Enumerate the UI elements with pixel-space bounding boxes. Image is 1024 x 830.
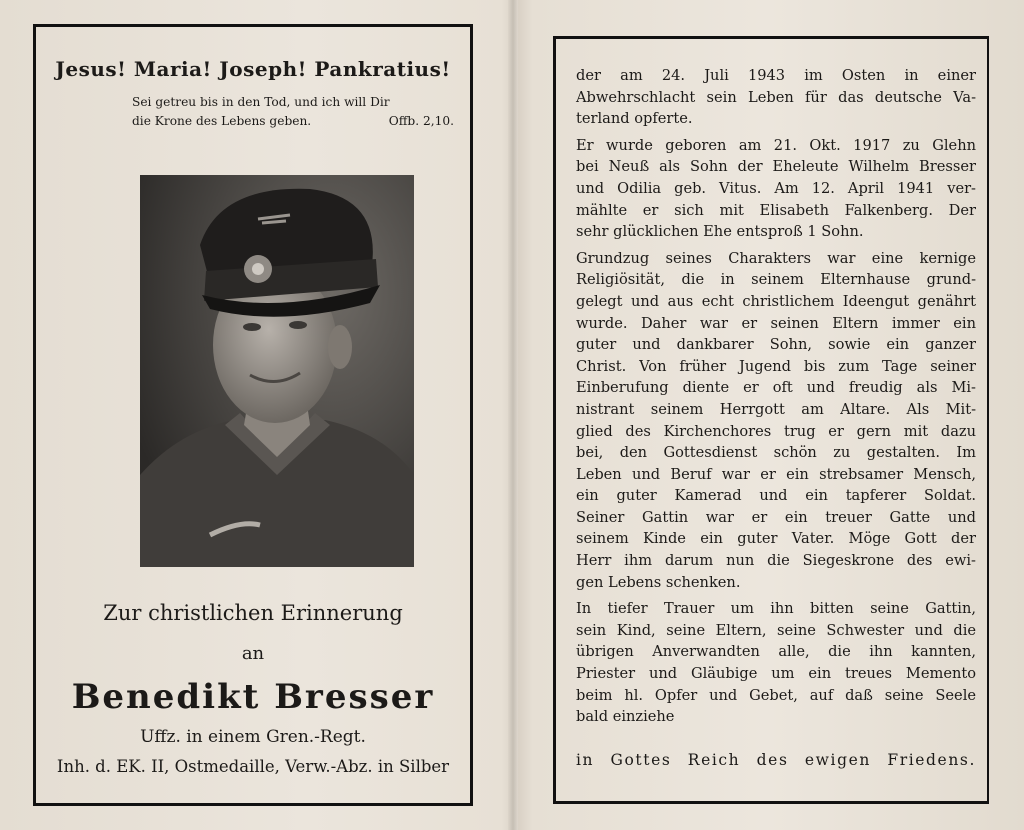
right-card-panel xyxy=(553,36,989,804)
text-line: gen Lebens schenken. xyxy=(576,573,741,591)
paragraph-character xyxy=(576,248,976,594)
text-line: Priester und Gläubige um ein treues Memento xyxy=(576,665,976,683)
biography-text xyxy=(576,65,976,733)
remembrance-heading: Zur christlichen Erinnerung xyxy=(103,601,403,625)
text-line: Seiner Gattin war er ein treuer Gatte und xyxy=(576,508,976,526)
text-line: Herr ihm darum nun die Siegeskrone des ewi- xyxy=(576,552,976,570)
military-rank: Uffz. in einem Gren.-Regt. xyxy=(140,727,366,747)
text-line: mählte er sich mit Elisabeth Falkenberg. Der xyxy=(576,201,976,219)
text-line: Leben und Beruf war er ein strebsamer Mensch, xyxy=(576,465,976,483)
text-line: sein Kind, seine Eltern, seine Schwester und die xyxy=(576,621,976,639)
text-line: sehr glücklichen Ehe entsproß 1 Sohn. xyxy=(576,223,864,241)
text-line: der am 24. Juli 1943 im Osten in einer xyxy=(576,67,976,84)
deceased-name: Benedikt Bresser xyxy=(71,677,435,717)
verse-line-2: die Krone des Lebens geben. xyxy=(132,114,312,128)
text-line: bei, den Gottesdienst schön zu gestalten. Im xyxy=(576,444,976,462)
soldier-portrait-icon xyxy=(140,175,414,567)
text-line: beim hl. Opfer und Gebet, auf daß seine Seele xyxy=(576,686,976,704)
paragraph-death xyxy=(576,65,976,130)
military-awards: Inh. d. EK. II, Ostmedaille, Verw.-Abz. in Silber xyxy=(56,757,450,776)
text-line: bei Neuß als Sohn der Eheleute Wilhelm Bresser xyxy=(576,158,976,176)
closing-line: in Gottes Reich des ewigen Friedens. xyxy=(576,751,976,769)
left-card-panel xyxy=(33,24,473,806)
text-line: glied des Kirchenchores trug er gern mit dazu xyxy=(576,422,976,440)
text-line: terland opferte. xyxy=(576,110,693,128)
soldier-portrait-photo xyxy=(140,175,414,567)
text-line: übrigen Anverwandten alle, die ihn kannten, xyxy=(576,643,976,661)
text-line: seinem Kinde ein guter Vater. Möge Gott der xyxy=(576,530,976,548)
remembrance-preposition: an xyxy=(241,643,265,664)
text-line: ein guter Kamerad und ein tapferer Soldat. xyxy=(576,487,976,505)
card-fold xyxy=(508,0,518,830)
text-line: Religiösität, die in seinem Elternhause grund- xyxy=(576,271,976,289)
header-invocation: Jesus! Maria! Joseph! Pankratius! xyxy=(55,57,451,81)
verse-reference: Offb. 2,10. xyxy=(388,114,454,128)
paragraph-birth xyxy=(576,135,976,243)
verse-line-1: Sei getreu bis in den Tod, und ich will Dir xyxy=(132,95,390,109)
text-line: Christ. Von früher Jugend bis zum Tage seiner xyxy=(576,357,976,375)
text-line: guter und dankbarer Sohn, sowie ein ganzer xyxy=(576,336,976,354)
text-line: nistrant seinem Herrgott am Altare. Als Mit- xyxy=(576,400,976,418)
text-line: wurde. Daher war er seinen Eltern immer ein xyxy=(576,314,976,332)
text-line: In tiefer Trauer um ihn bitten seine Gattin, xyxy=(576,600,976,618)
text-line: bald einziehe xyxy=(576,708,675,726)
text-line: Abwehrschlacht sein Leben für das deutsche Va- xyxy=(576,88,976,106)
text-line: gelegt und aus echt christlichem Ideengut genährt xyxy=(576,292,976,310)
bible-verse xyxy=(132,93,462,131)
text-line: Er wurde geboren am 21. Okt. 1917 zu Glehn xyxy=(576,136,976,154)
text-line: und Odilia geb. Vitus. Am 12. April 1941 ver- xyxy=(576,179,976,197)
text-line: Einberufung diente er oft und freudig als Mi- xyxy=(576,379,976,397)
text-line: Grundzug seines Charakters war eine kernige xyxy=(576,249,976,267)
paragraph-mourning xyxy=(576,598,976,728)
